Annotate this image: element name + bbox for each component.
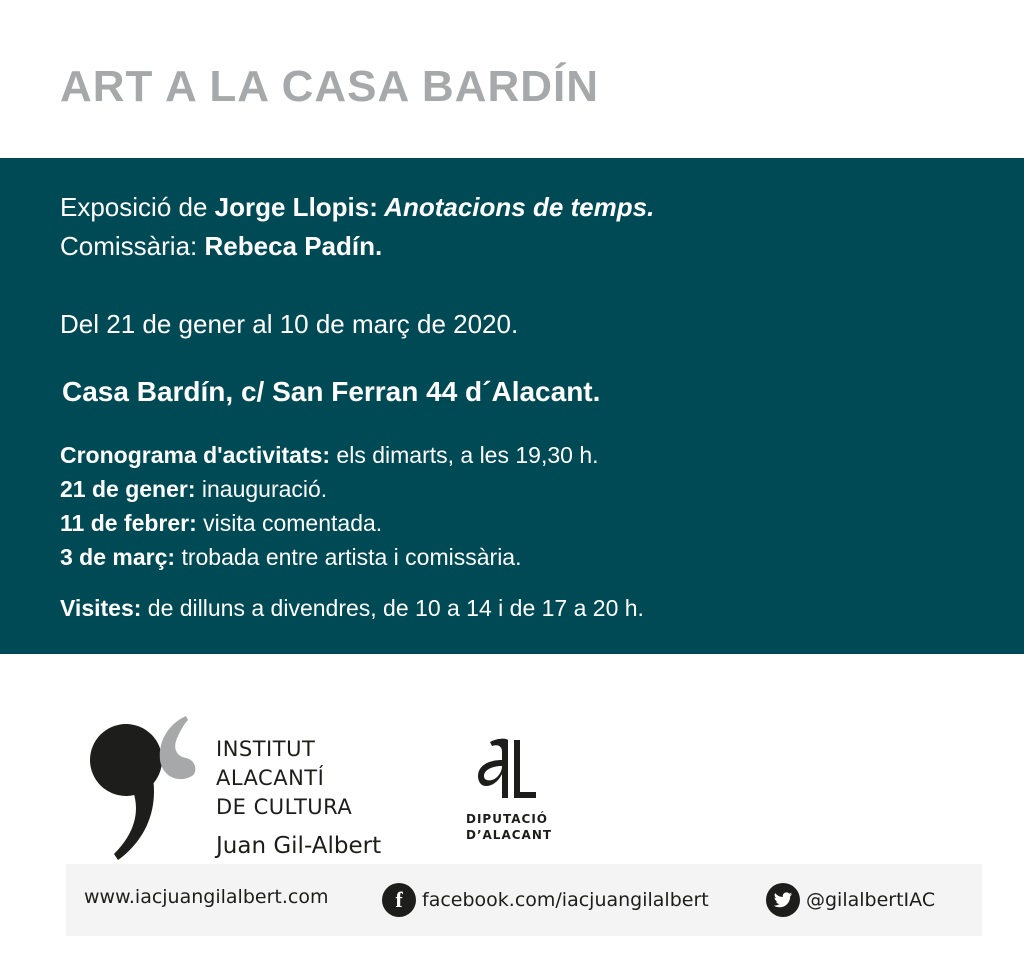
footer-bar [66,864,982,936]
exhibition-prefix: Exposició de [60,192,215,222]
event-item [60,544,522,571]
info-panel [0,158,1024,654]
event-desc: visita comentada. [196,510,383,536]
facebook-icon: f [382,883,416,917]
iac-name-line: DE CULTURA [216,795,353,819]
event-date: 11 de febrer: [60,510,197,536]
schedule-label: Cronograma d'activitats: [60,442,331,468]
diputacio-logo-icon [478,738,538,800]
dates-line: Del 21 de gener al 10 de març de 2020. [60,309,519,339]
exhibition-line [60,192,654,223]
twitter-icon [766,883,800,917]
visits-label: Visites: [60,595,142,621]
iac-name-line: INSTITUT [216,737,316,761]
twitter-link[interactable] [766,883,935,917]
curator-name: Rebeca Padín. [204,231,383,261]
work-title: Anotacions de temps. [377,192,655,222]
website-link[interactable] [84,886,328,908]
visits-line [60,595,644,622]
artist-name: Jorge Llopis: [214,192,378,222]
visits-value: de dilluns a divendres, de 10 a 14 i de 17 a 20 h. [141,595,644,621]
website-text: www.iacjuangilalbert.com [84,886,329,908]
diputacio-name [466,811,552,843]
iac-name-line: ALACANTÍ [216,766,325,790]
event-desc: inauguració. [195,476,328,502]
event-item [60,510,382,537]
address-line: Casa Bardín, c/ San Ferran 44 d´Alacant. [62,376,601,407]
twitter-text: @gilalbertIAC [806,889,936,911]
curator-line [60,231,382,262]
iac-subtitle: Juan Gil-Albert [216,833,382,859]
event-desc: trobada entre artista i comissària. [175,544,522,570]
event-date: 3 de març: [60,544,176,570]
event-date: 21 de gener: [60,476,196,502]
facebook-link[interactable] [382,883,709,917]
iac-comma-logo-icon [88,712,198,862]
curator-prefix: Comissària: [60,231,205,261]
page-title: ART A LA CASA BARDÍN [60,62,599,111]
event-item [60,476,327,503]
facebook-text: facebook.com/iacjuangilalbert [422,889,709,911]
schedule-line [60,442,599,469]
schedule-value: els dimarts, a les 19,30 h. [330,442,599,468]
diputacio-name-line: DIPUTACIÓ [466,812,548,826]
iac-name [216,735,352,822]
diputacio-name-line: D’ALACANT [466,828,553,842]
